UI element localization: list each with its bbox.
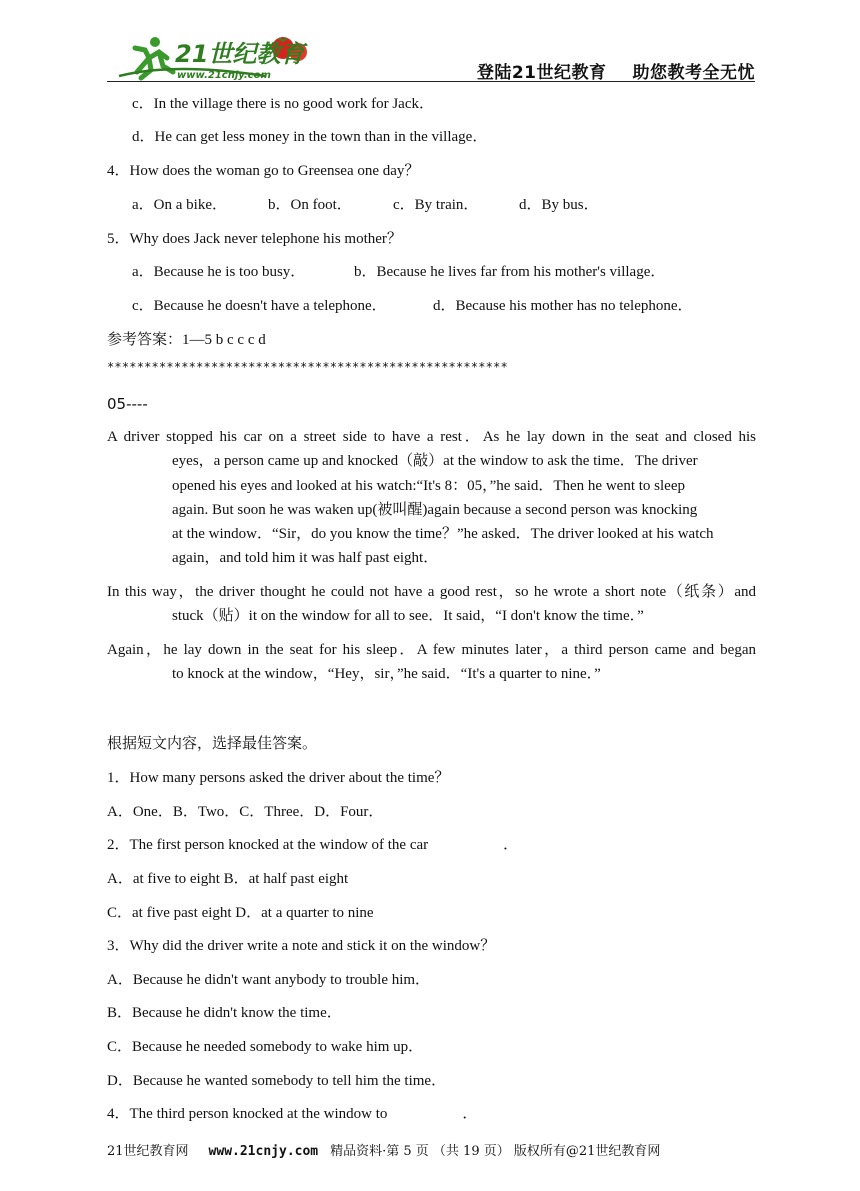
- page-footer: [107, 1140, 660, 1159]
- section-label: 05----: [107, 395, 148, 413]
- paragraph-line: opened his eyes and looked at his watch:“It's 8：05，”he said．Then he went to sleep: [172, 477, 685, 494]
- paragraph-line: again. But soon he was waken up(被叫醒)again because a second person was knocking: [172, 501, 698, 518]
- option-b: b．On foot．: [268, 197, 352, 213]
- option-a: a．Because he is too busy．: [132, 264, 306, 280]
- question-line: B．Because he didn't know the time．: [107, 1005, 342, 1021]
- footer-site-name: 21世纪教育网: [107, 1144, 189, 1159]
- slogan-left: 登陆21世纪教育: [476, 63, 607, 83]
- paragraph-first-line: A driver stopped his car on a street side to have a rest．As he lay down in the seat and closed his: [107, 429, 756, 445]
- site-logo: [115, 32, 315, 82]
- question-line: [107, 833, 518, 854]
- option-b: b．Because he lives far from his mother's village．: [354, 264, 666, 280]
- question-text: 4．The third person knocked at the window to: [107, 1106, 388, 1122]
- slogan-right: 助您教考全无忧: [632, 63, 755, 83]
- svg-text:www.21cnjy.com: www.21cnjy.com: [177, 70, 271, 81]
- paragraph-line: to knock at the window，“Hey，sir，”he said．“It's a quarter to nine．”: [172, 666, 601, 683]
- passage-paragraph: [107, 638, 756, 687]
- option-line: d．He can get less money in the town than in the village．: [132, 129, 488, 145]
- question-line: 3．Why did the driver write a note and stick it on the window？: [107, 938, 496, 954]
- option-c: c．By train．: [393, 197, 479, 213]
- question-5-options-row1: [132, 260, 665, 281]
- blank-end: ．: [462, 1106, 478, 1122]
- question-text: 2．The first person knocked at the window of the car: [107, 837, 429, 853]
- question-line: 1．How many persons asked the driver about the time？: [107, 770, 450, 786]
- question-line: D．Because he wanted somebody to tell him the time．: [107, 1073, 447, 1089]
- question-5: 5．Why does Jack never telephone his mother？: [107, 231, 402, 247]
- header-divider: [107, 81, 755, 82]
- passage-paragraph: [107, 425, 756, 571]
- question-line: A．One．B．Two．C．Three．D．Four．: [107, 804, 384, 820]
- option-d: d．By bus．: [519, 197, 599, 213]
- question-line: [107, 1102, 477, 1123]
- paragraph-line: eyes，a person came up and knocked（敲）at the window to ask the time．The driver: [172, 453, 698, 470]
- paragraph-line: at the window．“Sir，do you know the time？”he asked．The driver looked at his watch: [172, 526, 714, 543]
- answer-key: 参考答案：1—5 b c c c d: [107, 332, 266, 348]
- option-a: a．On a bike．: [132, 197, 227, 213]
- passage-paragraph: [107, 580, 756, 629]
- paragraph-first-line: Again，he lay down in the seat for his sleep．A few minutes later，a third person came and began: [107, 642, 756, 658]
- page-header: [107, 28, 755, 82]
- separator: ******************************************************: [107, 360, 508, 374]
- svg-text:21世纪教育: 21世纪教育: [175, 40, 305, 68]
- blank-end: ．: [503, 837, 519, 853]
- paragraph-line: again，and told him it was half past eight．: [172, 550, 439, 567]
- paragraph-first-line: In this way，the driver thought he could not have a good rest，so he wrote a short note（纸条）and: [107, 584, 756, 600]
- question-line: A．Because he didn't want anybody to trouble him．: [107, 972, 431, 988]
- header-slogan: [477, 58, 755, 83]
- question-line: A．at five to eight B．at half past eight: [107, 871, 349, 887]
- question-5-options-row2: [132, 294, 693, 315]
- instruction: 根据短文内容，选择最佳答案。: [107, 736, 318, 752]
- option-d: d．Because his mother has no telephone．: [433, 298, 693, 314]
- question-4: 4．How does the woman go to Greensea one day？: [107, 163, 420, 179]
- question-line: C．Because he needed somebody to wake him up．: [107, 1039, 424, 1055]
- footer-url[interactable]: www.21cnjy.com: [208, 1144, 319, 1159]
- option-line: c．In the village there is no good work for Jack．: [132, 96, 434, 112]
- option-c: c．Because he doesn't have a telephone．: [132, 298, 387, 314]
- paragraph-line: stuck（贴）it on the window for all to see．It said，“I don't know the time．”: [172, 608, 644, 625]
- question-line: C．at five past eight D．at a quarter to nine: [107, 905, 374, 921]
- footer-page-info: 精品资料·第 5 页 （共 19 页） 版权所有@21世纪教育网: [330, 1144, 661, 1159]
- question-4-options: [132, 193, 599, 214]
